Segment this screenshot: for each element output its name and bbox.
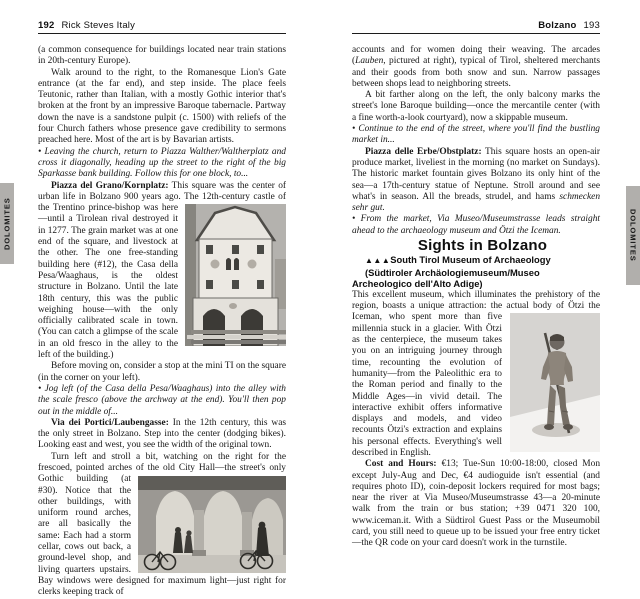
chapter-title: Bolzano xyxy=(538,20,577,31)
page-number-left: 192 xyxy=(38,20,55,31)
page-left xyxy=(38,0,286,599)
rating-triangles: ▲▲▲ xyxy=(365,256,391,266)
obstplatz-text: This square hosts an open-air produce market, liveliest in the morning (no market on Sundays). The historic market fountain gives Bolzano its only hint of the sea—a 17th-century statue of Neptune. Stroll around and see what's in season. All the breads, strudel, and hams xyxy=(352,146,600,202)
accounts-text-b: , pictured at right), typical of Tirol, sheltered merchants and their goods from both snow and sun. Narrow passages between shops lead to neighboring streets. xyxy=(352,56,600,89)
paragraph-kornplatz xyxy=(38,181,286,362)
running-head-right xyxy=(352,20,600,31)
page-right xyxy=(352,0,600,550)
paragraph-baroque-building: A bit farther along on the left, the only balcony marks the street's lone Baroque building—once the mercantile center (with a fine worth-a-look courtyard), now a skippable museum. xyxy=(352,90,600,123)
paragraph-accounts xyxy=(352,45,600,90)
paragraph-intro: (a common consequence for buildings located near train stations in 20th-century Europe). xyxy=(38,45,286,67)
arcades-photo xyxy=(138,476,286,573)
dolomites-tab-left: DOLOMITES xyxy=(0,183,14,264)
bullet-continue-street: • Continue to the end of the street, where you'll find the bustling market in... xyxy=(352,124,600,146)
city-hall-text-b: building (at #30). Notice that the other buildings, with uniform round arches, are all basically the same: Each had a storm cellar, cows out back, a ground-level shop, and living quarters upstairs. Bay windows were designed for maximum light—just right for clerks keeping track of xyxy=(38,474,286,598)
paragraph-mini-ti: Before moving on, consider a stop at the mini TI on the square (in the corner on your left). xyxy=(38,361,286,383)
cost-hours-text: €13; Tue-Sun 10:00-18:00, closed Mon except July-Aug and Dec, €4 audioguide isn't essential (and requires photo ID), coin-deposit lockers required for most bags; near the river at Via Museo/Museumstrasse 43—a 20-minute walk from the train or bus station; +39 0471 320 100, www.iceman.it. With a Südtirol Guest Pass or the Museumobil card, you still need to queue up to be issued your free entry ticket—the QR code on your card doesn't work in the turnstile. xyxy=(352,459,601,549)
kornplatz-lead: Piazza del Grano/Kornplatz: xyxy=(51,180,169,191)
laubengasse-text: In the 12th century, this was the only street in Bolzano. Step into the center (dodging bikes). Looking east and west, you see the width of the original town. xyxy=(38,417,287,451)
museum-title: South Tirol Museum of Archaeology xyxy=(390,254,551,266)
museum-text-b: who spent more than five millennia stuck in a glacier. With Ötzi as the centerpiece, the museum takes you on an intriguing journey through time, recounting the evolution of humanity—from the Paleolithic era to the Roman period and finally to the Middle Ages—in vivid detail. The interactive exhibit offers informative displays and models, and video recounts Ötzi's extraction and explains his personal effects. Everything's well described in English. xyxy=(352,312,502,458)
museum-text-a: This excellent museum, which illuminates the prehistory of the region, boasts a unique attraction: the actual body of Ötzi the Iceman, xyxy=(352,289,600,323)
running-head-left xyxy=(38,20,286,31)
header-rule-left xyxy=(38,33,286,34)
bullet-from-market: • From the market, Via Museo/Museumstrasse leads straight ahead to the archaeology museum and Ötzi the Iceman. xyxy=(352,214,600,236)
lauben-term: Lauben xyxy=(355,56,384,67)
museum-heading xyxy=(352,254,600,290)
obstplatz-lead: Piazza delle Erbe/Obstplatz: xyxy=(365,146,482,157)
paragraph-walk-around: Walk around to the right, to the Romanesque Lion's Gate entrance (at the far end), and step inside. The place feels Teutonic, rather than Italian, with a mostly Gothic interior that's broken at the front by an impressive Baroque tabernacle. Partway down the nave is a sandstone pulpit (c. 1500) with reliefs of the four Church fathers whose presence gave credibility to sermons preached here. Most of the art is by Bavarian artists. xyxy=(38,67,286,146)
obstplatz-german-phrase: schmecken sehr gut. xyxy=(352,191,601,214)
paragraph-museum xyxy=(352,290,600,459)
paragraph-cost-hours xyxy=(352,459,600,549)
kornplatz-text-a: This square was the center of urban life in Bolzano 900 years ago. The 12th-century castle of xyxy=(38,180,287,202)
page-body-right xyxy=(352,45,600,550)
accounts-text-a: accounts and for women doing their weaving. The arcades ( xyxy=(352,45,600,67)
cost-hours-lead: Cost and Hours: xyxy=(365,459,437,470)
paragraph-laubengasse xyxy=(38,418,286,452)
sights-in-bolzano-heading: Sights in Bolzano xyxy=(417,237,548,255)
header-rule-right xyxy=(352,33,600,34)
paragraph-obstplatz xyxy=(352,147,600,215)
waaghaus-building-photo xyxy=(185,204,286,346)
museum-subtitle: (Südtiroler Archäologiemuseum/Museo Archeologico dell'Alto Adige) xyxy=(352,266,540,290)
laubengasse-lead: Via dei Portici/Laubengasse: xyxy=(51,417,169,428)
dolomites-tab-right: DOLOMITES xyxy=(626,186,640,285)
bullet-leaving-church: • Leaving the church, return to Piazza Walther/Waltherplatz and cross it diagonally, heading up the street to the right of the big Sparkasse bank building. Follow this for one block, to... xyxy=(38,146,286,180)
bullet-jog-left: • Jog left (of the Casa della Pesa/Waaghaus) into the alley with the scale fresco (above the archway at the end). You'll then pop out in the middle of... xyxy=(38,383,286,417)
page-body-left xyxy=(38,45,286,599)
paragraph-city-hall xyxy=(38,452,286,599)
book-title: Rick Steves Italy xyxy=(61,20,136,31)
city-hall-text-a: Turn left and stroll a bit, watching on the right for the frescoed, pointed arches of the old City Hall—the street's only Gothic xyxy=(38,451,286,485)
kornplatz-text-b: the Trentino prince-bishop was here—until a Tirolean rival destroyed it in 1277. The grain market was at one end of the square, and livestock at the other. The one free-standing building here (#12), the Casa della Pesa/Waaghaus, is the oldest structure in Bolzano. Until the late 18th century, this was the public weighing house—with the only officially calibrated scale in town. (You can catch a glimpse of the scale in an old fresco in the alley to the left of the building.) xyxy=(38,203,178,361)
page-number-right: 193 xyxy=(583,20,600,31)
otzi-iceman-photo xyxy=(510,313,600,452)
